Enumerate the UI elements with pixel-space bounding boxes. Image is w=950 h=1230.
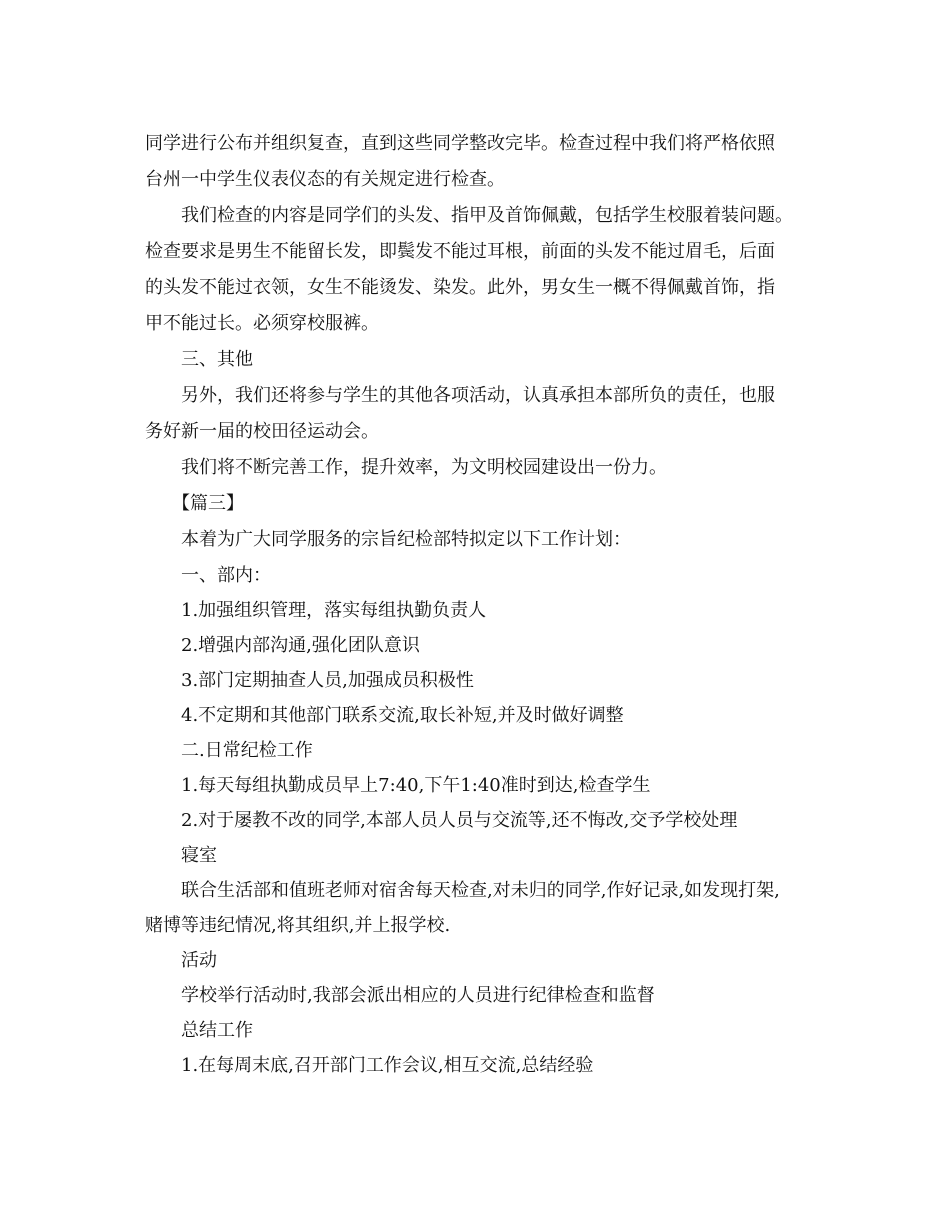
- text-line: 联合生活部和值班老师对宿舍每天检查,对未归的同学,作好记录,如发现打架,: [181, 880, 780, 901]
- text-line: 甲不能过长。必须穿校服裤。: [145, 313, 379, 334]
- list-item: 1.加强组织管理，落实每组执勤负责人: [181, 600, 487, 621]
- section-heading: 寝室: [181, 845, 217, 866]
- list-item: 1.每天每组执勤成员早上7:40,下午1:40准时到达,检查学生: [181, 775, 651, 796]
- text-line: 另外，我们还将参与学生的其他各项活动，认真承担本部所负的责任，也服: [181, 385, 775, 406]
- list-item: 2.对于屡教不改的同学,本部人员人员与交流等,还不悔改,交予学校处理: [181, 810, 738, 831]
- section-heading: 总结工作: [181, 1020, 253, 1041]
- text-line: 检查要求是男生不能留长发，即鬓发不能过耳根，前面的头发不能过眉毛，后面: [145, 241, 775, 262]
- list-item: 2.增强内部沟通,强化团队意识: [181, 635, 420, 656]
- section-heading: 一、部内：: [181, 565, 271, 586]
- section-heading: 活动: [181, 950, 217, 971]
- list-item: 3.部门定期抽查人员,加强成员积极性: [181, 670, 474, 691]
- section-heading: 三、其他: [181, 349, 253, 370]
- text-line: 的头发不能过衣领，女生不能烫发、染发。此外，男女生一概不得佩戴首饰，指: [145, 277, 775, 298]
- text-line: 学校举行活动时,我部会派出相应的人员进行纪律检查和监督: [181, 985, 655, 1006]
- text-line: 我们将不断完善工作，提升效率，为文明校园建设出一份力。: [181, 457, 667, 478]
- text-line: 同学进行公布并组织复查，直到这些同学整改完毕。检查过程中我们将严格依照: [145, 133, 775, 154]
- list-item: 4.不定期和其他部门联系交流,取长补短,并及时做好调整: [181, 705, 624, 726]
- section-heading: 【篇三】: [172, 493, 244, 514]
- section-heading: 二.日常纪检工作: [181, 740, 313, 761]
- text-line: 我们检查的内容是同学们的头发、指甲及首饰佩戴，包括学生校服着装问题。: [181, 205, 793, 226]
- text-line: 务好新一届的校田径运动会。: [145, 421, 379, 442]
- text-line: 台州一中学生仪表仪态的有关规定进行检查。: [145, 169, 505, 190]
- list-item: 1.在每周末底,召开部门工作会议,相互交流,总结经验: [181, 1055, 594, 1076]
- text-line: 赌博等违纪情况,将其组织,并上报学校.: [145, 915, 451, 936]
- text-line: 本着为广大同学服务的宗旨纪检部特拟定以下工作计划：: [181, 529, 631, 550]
